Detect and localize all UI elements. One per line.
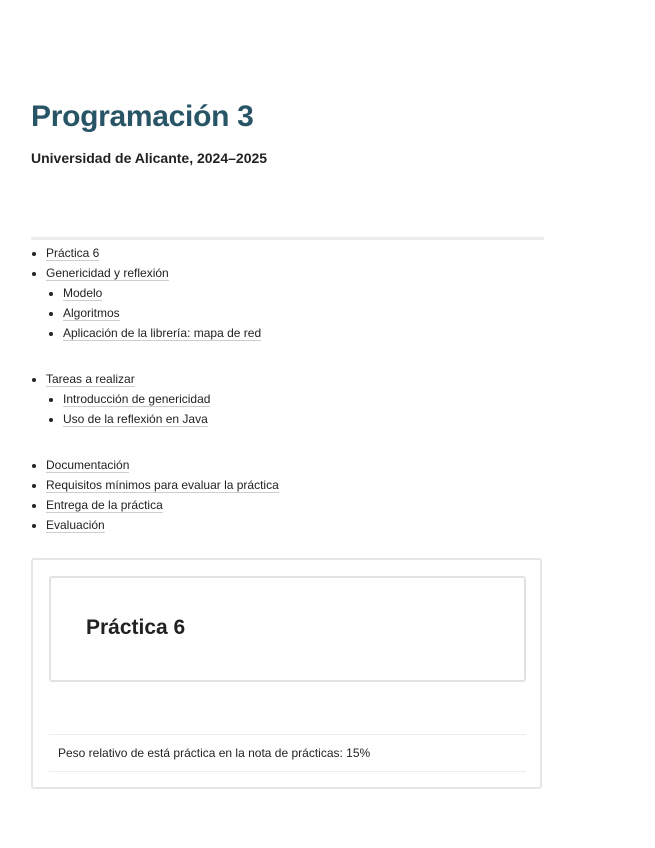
toc-item [63, 323, 551, 343]
toc-item [46, 263, 551, 343]
toc-item [46, 243, 551, 263]
toc-link-documentacion[interactable]: Documentación [46, 458, 130, 472]
toc-link-practica-6[interactable]: Práctica 6 [46, 246, 100, 260]
page-title: Programación 3 [31, 100, 254, 133]
toc-link-requisitos[interactable]: Requisitos mínimos para evaluar la práctica [46, 478, 279, 492]
toc-item [46, 369, 551, 429]
toc-sublist [46, 283, 551, 343]
toc-link-entrega[interactable]: Entrega de la práctica [46, 498, 163, 512]
toc-sublist [46, 389, 551, 429]
toc-item [46, 475, 551, 495]
practice-heading-box [49, 576, 526, 682]
toc-link-aplicacion[interactable]: Aplicación de la librería: mapa de red [63, 326, 262, 340]
toc-item [46, 455, 551, 475]
table-of-contents [31, 243, 551, 535]
toc-item [63, 409, 551, 429]
practice-card [31, 558, 542, 789]
divider [31, 237, 544, 240]
practice-weight-text: Peso relativo de está práctica en la nota de prácticas: 15% [49, 734, 526, 772]
toc-link-tareas[interactable]: Tareas a realizar [46, 372, 135, 386]
toc-item [63, 389, 551, 409]
toc-link-reflexion[interactable]: Uso de la reflexión en Java [63, 412, 208, 426]
toc-link-introduccion[interactable]: Introducción de genericidad [63, 392, 211, 406]
toc-link-evaluacion[interactable]: Evaluación [46, 518, 105, 532]
toc-item [46, 495, 551, 515]
page-subtitle: Universidad de Alicante, 2024–2025 [31, 150, 268, 166]
toc-link-algoritmos[interactable]: Algoritmos [63, 306, 120, 320]
practice-heading: Práctica 6 [86, 616, 186, 639]
toc-item [63, 303, 551, 323]
toc-item [63, 283, 551, 303]
toc-link-genericidad[interactable]: Genericidad y reflexión [46, 266, 169, 280]
toc-item [46, 515, 551, 535]
toc-list [31, 243, 551, 535]
toc-link-modelo[interactable]: Modelo [63, 286, 103, 300]
